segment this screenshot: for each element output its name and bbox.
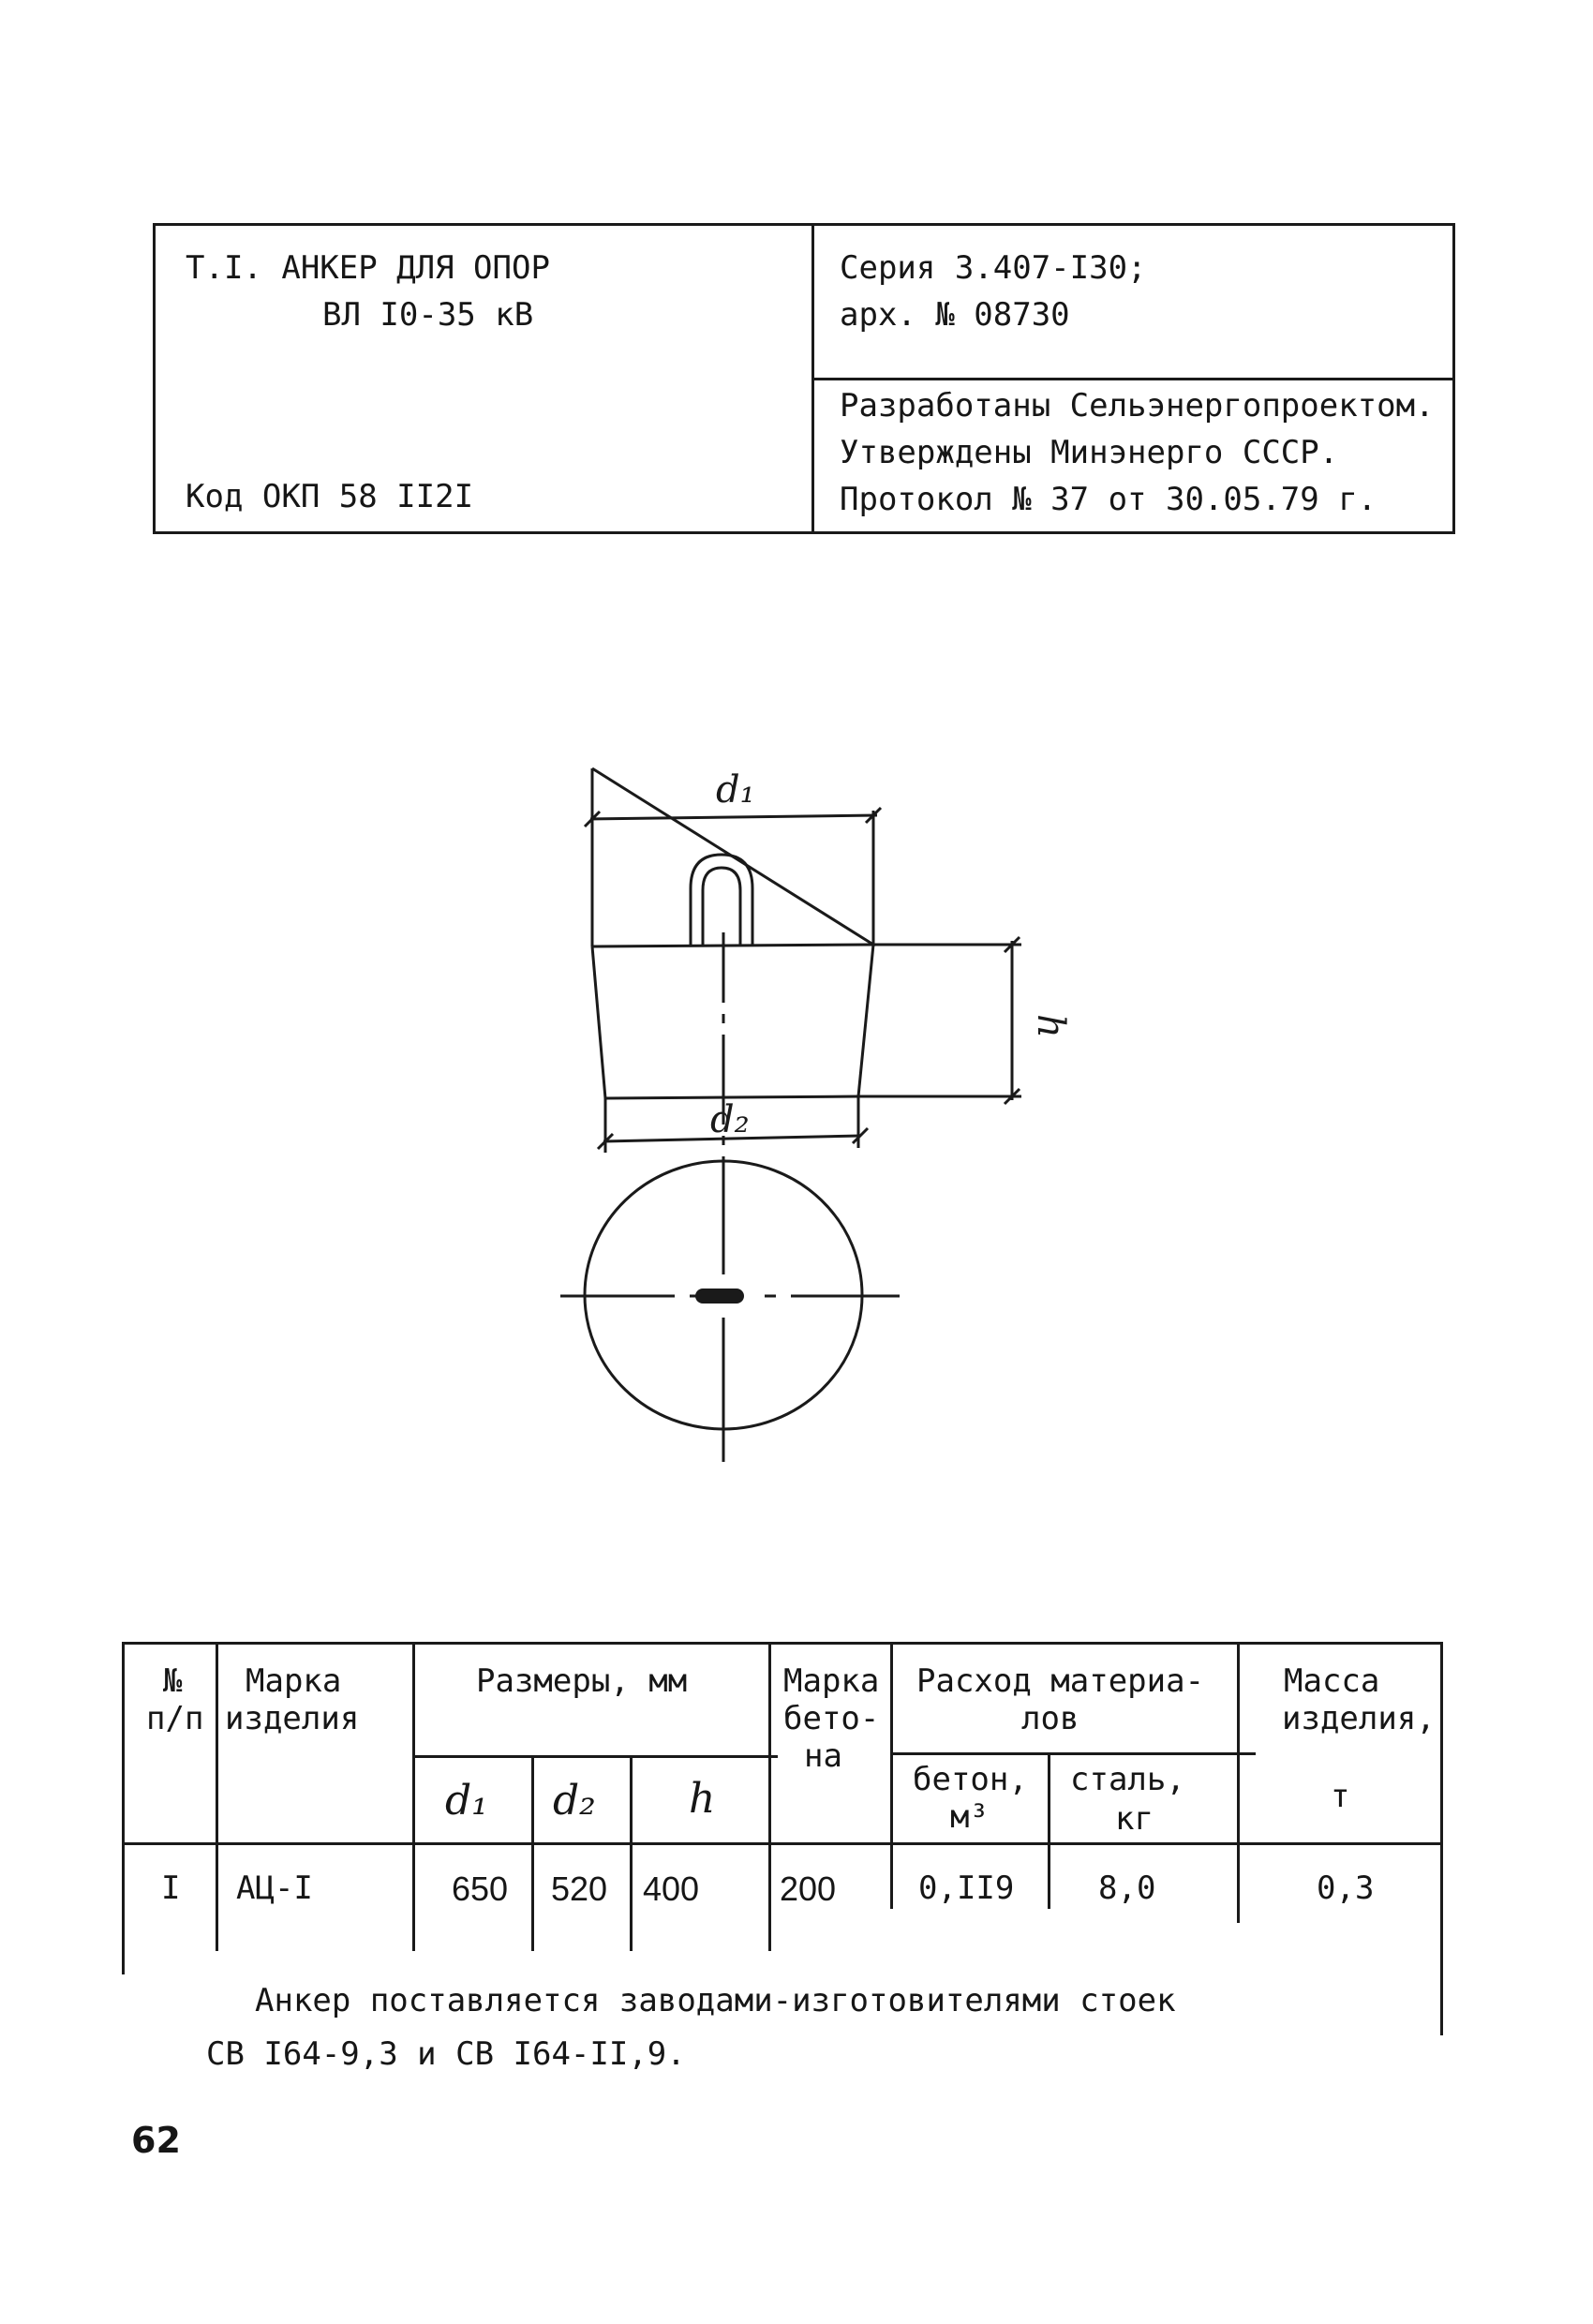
col-num-header: № <box>163 1662 183 1700</box>
col-beton-header: бетон, <box>913 1761 1028 1798</box>
header-title: Т.I. АНКЕР ДЛЯ ОПОР <box>186 249 550 287</box>
col-steel-header: сталь, <box>1070 1761 1185 1798</box>
d1-dimension-line <box>590 815 877 819</box>
col-mass-unit: т <box>1331 1778 1350 1815</box>
header-block <box>153 223 1455 534</box>
body-left <box>592 946 605 1098</box>
row-d2: 520 <box>551 1870 608 1908</box>
header-divider-horizontal <box>811 378 1452 380</box>
body-top <box>592 945 873 946</box>
anchor-drawing <box>525 768 1072 1481</box>
label-d2: d₂ <box>710 1098 750 1141</box>
col-concrete-header: Марка <box>783 1662 880 1700</box>
header-developed: Разработаны Сельэнергопроектом. <box>840 387 1435 425</box>
note-line-1: Анкер поставляется заводами-изготовителями стоек <box>255 1982 1176 2019</box>
col-d1-header: d₁ <box>445 1777 488 1825</box>
row-h: 400 <box>643 1870 700 1908</box>
page-number: 62 <box>131 2120 181 2161</box>
col-concrete-header-3: на <box>804 1737 842 1775</box>
header-archive: арх. № 08730 <box>840 296 1070 334</box>
col-steel-unit: кг <box>1115 1800 1154 1838</box>
col-mark-header-2: изделия <box>225 1700 360 1737</box>
col-concrete-header-2: бето- <box>783 1700 880 1737</box>
row-mass: 0,3 <box>1317 1870 1375 1907</box>
col-mass-header: Масса <box>1284 1662 1380 1700</box>
label-d1: d₁ <box>716 768 755 812</box>
header-code: Код ОКП 58 II2I <box>186 478 474 515</box>
col-h-header: h <box>689 1775 716 1823</box>
col-num-header-2: п/п <box>146 1700 204 1737</box>
col-d2-header: d₂ <box>553 1777 596 1825</box>
col-dims-header: Размеры, мм <box>476 1662 688 1700</box>
row-mark: АЦ-I <box>236 1870 313 1907</box>
header-protocol: Протокол № 37 от 30.05.79 г. <box>840 481 1377 518</box>
label-h: h <box>1029 1014 1072 1038</box>
col-mass-header-2: изделия, <box>1282 1700 1436 1737</box>
header-subtitle: ВЛ I0-35 кВ <box>322 296 534 334</box>
header-approved: Утверждены Минэнерго СССР. <box>840 434 1339 471</box>
spec-table <box>122 1642 1443 1979</box>
note-line-2: СВ I64-9,3 и СВ I64-II,9. <box>206 2035 686 2073</box>
plan-slot <box>695 1289 744 1304</box>
header-series: Серия 3.407-I30; <box>840 249 1147 287</box>
col-consumption-header: Расход материа- <box>916 1662 1205 1700</box>
body-right <box>858 945 873 1096</box>
row-steel: 8,0 <box>1098 1870 1156 1907</box>
row-concrete: 200 <box>780 1870 837 1908</box>
row-beton: 0,II9 <box>918 1870 1015 1907</box>
col-beton-unit: м³ <box>950 1798 989 1836</box>
col-mark-header: Марка <box>246 1662 342 1700</box>
row-d1: 650 <box>452 1870 509 1908</box>
row-num: I <box>161 1870 181 1907</box>
col-consumption-header-2: лов <box>1021 1700 1079 1737</box>
